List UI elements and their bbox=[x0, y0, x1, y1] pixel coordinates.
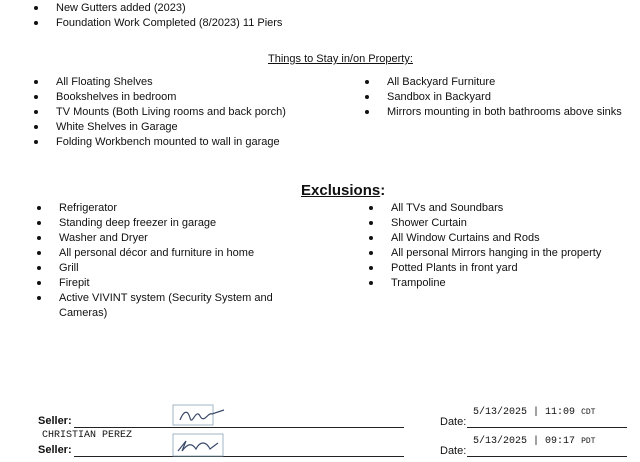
bullet-icon bbox=[34, 80, 38, 84]
bullet-icon bbox=[369, 251, 373, 255]
bullet-icon bbox=[369, 266, 373, 270]
list-item: New Gutters added (2023) bbox=[34, 1, 282, 16]
list-item: TV Mounts (Both Living rooms and back porch) bbox=[34, 105, 286, 120]
bullet-icon bbox=[37, 266, 41, 270]
exclusions-heading: Exclusions: bbox=[301, 182, 386, 199]
bullet-icon bbox=[365, 110, 369, 114]
bullet-icon bbox=[34, 110, 38, 114]
bullet-icon bbox=[37, 296, 41, 300]
signature-line-2 bbox=[74, 456, 404, 457]
bullet-icon bbox=[37, 281, 41, 285]
stay-heading: Things to Stay in/on Property: bbox=[268, 53, 413, 65]
date-line bbox=[467, 427, 627, 428]
list-item: Refrigerator bbox=[37, 201, 289, 216]
stay-right-list bbox=[365, 75, 622, 120]
list-item: Shower Curtain bbox=[369, 216, 601, 231]
seller-label-2: Seller: bbox=[38, 444, 72, 456]
list-item: Washer and Dryer bbox=[37, 231, 289, 246]
bullet-icon bbox=[34, 140, 38, 144]
bullet-icon bbox=[37, 221, 41, 225]
list-item: White Shelves in Garage bbox=[34, 120, 286, 135]
bullet-icon bbox=[369, 206, 373, 210]
bullet-icon bbox=[365, 95, 369, 99]
list-item: All personal Mirrors hanging in the property bbox=[369, 246, 601, 261]
signature-scribble-icon bbox=[172, 404, 230, 426]
list-item: Foundation Work Completed (8/2023) 11 Piers bbox=[34, 16, 282, 31]
list-item: All TVs and Soundbars bbox=[369, 201, 601, 216]
bullet-icon bbox=[365, 80, 369, 84]
list-item: All Floating Shelves bbox=[34, 75, 286, 90]
date-value: 5/13/2025 | 11:09 CDT bbox=[473, 407, 596, 418]
signature-image bbox=[172, 404, 230, 426]
list-item: Firepit bbox=[37, 276, 289, 291]
list-item: All Window Curtains and Rods bbox=[369, 231, 601, 246]
list-item: Trampoline bbox=[369, 276, 601, 291]
date-label-2: Date: bbox=[440, 445, 467, 457]
bullet-icon bbox=[34, 21, 38, 25]
list-item: Potted Plants in front yard bbox=[369, 261, 601, 276]
list-item: All Backyard Furniture bbox=[365, 75, 622, 90]
bullet-icon bbox=[369, 236, 373, 240]
bullet-icon bbox=[34, 95, 38, 99]
top-list bbox=[34, 1, 282, 31]
bullet-icon bbox=[369, 221, 373, 225]
signature-image-2 bbox=[172, 433, 230, 457]
list-item: All personal décor and furniture in home bbox=[37, 246, 289, 261]
list-item: Bookshelves in bedroom bbox=[34, 90, 286, 105]
date-value-2: 5/13/2025 | 09:17 PDT bbox=[473, 436, 596, 447]
list-item: Active VIVINT system (Security System and Cameras) bbox=[37, 291, 289, 321]
bullet-icon bbox=[34, 125, 38, 129]
list-item: Sandbox in Backyard bbox=[365, 90, 622, 105]
seller-label: Seller: bbox=[38, 415, 72, 427]
bullet-icon bbox=[37, 206, 41, 210]
exclusions-left-list bbox=[37, 201, 289, 321]
bullet-icon bbox=[34, 6, 38, 10]
list-item: Mirrors mounting in both bathrooms above sinks bbox=[365, 105, 622, 120]
signature-scribble-icon bbox=[172, 433, 230, 457]
signature-line bbox=[74, 427, 404, 428]
list-item: Grill bbox=[37, 261, 289, 276]
bullet-icon bbox=[37, 251, 41, 255]
list-item: Standing deep freezer in garage bbox=[37, 216, 289, 231]
list-item: Folding Workbench mounted to wall in garage bbox=[34, 135, 286, 150]
date-label: Date: bbox=[440, 416, 467, 428]
exclusions-right-list bbox=[369, 201, 601, 291]
seller-name: CHRISTIAN PEREZ bbox=[42, 430, 133, 441]
bullet-icon bbox=[369, 281, 373, 285]
date-line-2 bbox=[467, 456, 627, 457]
stay-left-list bbox=[34, 75, 286, 150]
bullet-icon bbox=[37, 236, 41, 240]
